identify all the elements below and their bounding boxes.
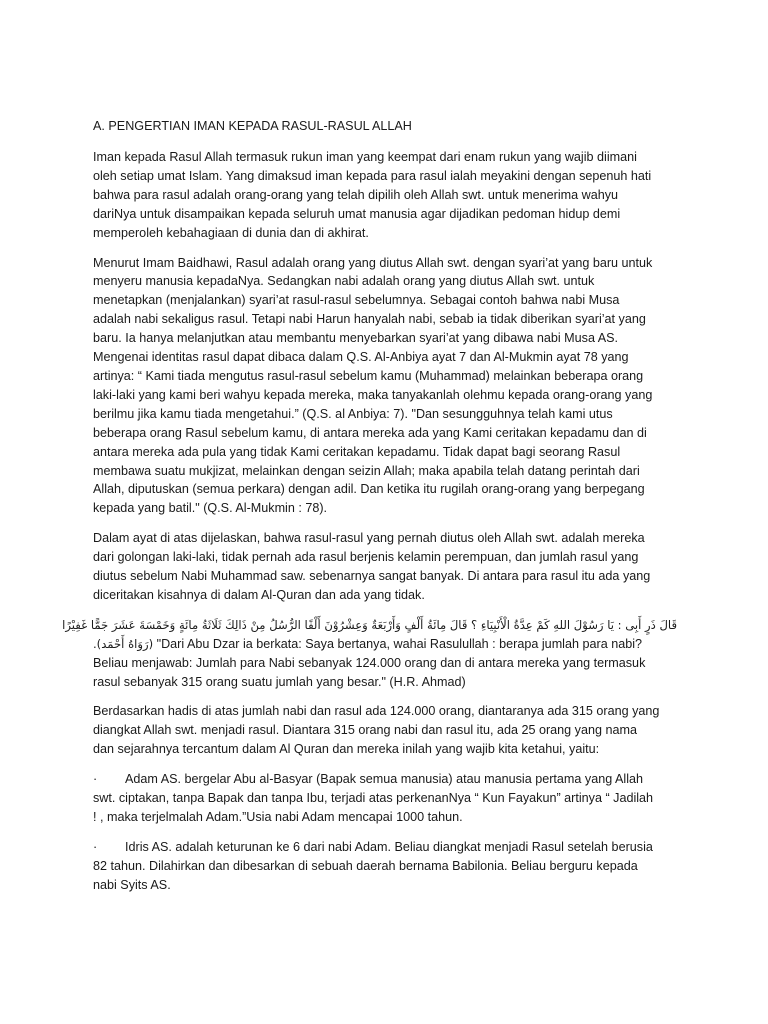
text-line: Beliau menjawab: Jumlah para Nabi sebanyak 124.000 orang dan di antara mereka yang termasuk xyxy=(93,655,646,670)
text-line: menetapkan (menjalankan) syari’at rasul-rasul sebelumnya. Sebagai contoh bahwa nabi Musa xyxy=(93,293,620,308)
text-line: baru. Ia hanya melanjutkan atau membantu menyebarkan syari’at yang dibawa nabi Musa AS. xyxy=(93,331,619,346)
hadith-block xyxy=(62,616,677,692)
paragraph-explanation xyxy=(93,529,677,605)
document-page xyxy=(62,117,677,906)
text-line xyxy=(93,838,677,857)
text-line: antara mereka ada pula yang tidak Kami ceritakan kepadamu. Tidak dapat bagi seorang Rasul xyxy=(93,444,621,459)
paragraph-baidhawi xyxy=(93,254,677,519)
text-line: ! , maka terjelmalah Adam.”Usia nabi Adam mencapai 1000 tahun. xyxy=(93,810,463,824)
bullet-dot: · xyxy=(93,839,98,854)
text-line: 82 tahun. Dilahirkan dan dibesarkan di sebuah daerah bernama Babilonia. Beliau berguru kepada xyxy=(93,858,638,873)
paragraph-count xyxy=(93,702,677,759)
list-item-adam xyxy=(93,770,677,827)
text-line: membawa suatu mukjizat, melainkan dengan seizin Allah; maka apabila telah datang perintah dari xyxy=(93,463,640,478)
hadith-translation-first-line xyxy=(93,635,677,654)
hadith-narrator-arabic: (رَوَاهُ أَحْمَد). xyxy=(93,636,154,651)
text-line: artinya: “ Kami tiada mengutus rasul-rasul sebelum kamu (Muhammad) melainkan beberapa orang xyxy=(93,368,644,383)
text-line: nabi Syits AS. xyxy=(93,877,171,892)
text-line: dari golongan laki-laki, tidak pernah ada rasul berjenis kelamin perempuan, dan jumlah rasul yang xyxy=(93,550,639,565)
text-line: adalah nabi sekaligus rasul. Tetapi nabi Harun hanyalah nabi, sebab ia tidak diberikan syari’at yang xyxy=(93,312,646,327)
text-line: diutus sebelum Nabi Muhammad saw. sebenarnya sangat banyak. Di antara para rasul itu ada yang xyxy=(93,569,651,584)
text-line: berilmu jika kamu tiada mengetahui.” (Q.S. al Anbiya: 7). "Dan sesungguhnya telah kami utus xyxy=(93,406,613,421)
text-line: kepada yang batil." (Q.S. Al-Mukmin : 78). xyxy=(93,501,328,516)
text-line: Iman kepada Rasul Allah termasuk rukun iman yang keempat dari enam rukun yang wajib diimani xyxy=(93,150,637,164)
text-line: rasul sebanyak 315 orang suatu jumlah yang besar." (H.R. Ahmad) xyxy=(93,674,466,689)
text-line: oleh setiap umat Islam. Yang dimaksud iman kepada para rasul ialah meyakini dengan sepenuh hati xyxy=(93,168,652,183)
hadith-arabic-text: قَالَ ذَرٍ أَبِى : يَا رَسُوْلَ اللهِ كَمْ عِدَّةُ الْأَنْبِيَاءِ ؟ قَالَ مِائَةُ أَلْفٍ وَأَرْبَعَةٌ وَعِشْرُوْنَ أَلْفًا الرُّسُلُ مِنْ ذَالِكَ ثَلَاثَةُ مِائَةٍ وَخَمْسَةَ عَشَرَ جَمًّا غَفِيْرًا xyxy=(62,617,677,632)
text-line: dan sejarahnya tercantum dalam Al Quran dan mereka inilah yang wajib kita ketahui, yaitu: xyxy=(93,742,600,757)
list-item-idris xyxy=(93,838,677,895)
text-line xyxy=(93,770,677,789)
text-line: diceritakan kisahnya di dalam Al-Quran dan ada yang tidak. xyxy=(93,587,425,602)
text-line: diangkat Allah swt. menjadi rasul. Diantara 315 orang nabi dan rasul itu, ada 25 orang yang nama xyxy=(93,723,637,738)
text-line: menyeru manusia kepadaNya. Sedangkan nabi adalah orang yang diutus Allah swt. untuk xyxy=(93,274,595,289)
bullet-first-line: Adam AS. bergelar Abu al-Basyar (Bapak semua manusia) atau manusia pertama yang Allah xyxy=(125,772,644,787)
text-line: Menurut Imam Baidhawi, Rasul adalah orang yang diutus Allah swt. dengan syari’at yang baru untuk xyxy=(93,255,653,270)
hadith-translation-text: "Dari Abu Dzar ia berkata: Saya bertanya, wahai Rasulullah : berapa jumlah para nabi? xyxy=(153,636,643,651)
text-line: dariNya untuk disampaikan kepada seluruh umat manusia agar dijadikan pedoman hidup demi xyxy=(93,206,621,221)
text-line: memperoleh kebahagiaan di dunia dan di akhirat. xyxy=(93,225,369,240)
text-line: Allah, diputuskan (semua perkara) dengan adil. Dan ketika itu rugilah orang-orang yang berpegang xyxy=(93,482,645,497)
text-line: bahwa para rasul adalah orang-orang yang telah dipilih oleh Allah swt. untuk menerima wahyu xyxy=(93,187,619,202)
text-line: beberapa orang Rasul sebelum kamu, di antara mereka ada yang Kami ceritakan kepadamu dan di xyxy=(93,425,647,440)
bullet-first-line: Idris AS. adalah keturunan ke 6 dari nabi Adam. Beliau diangkat menjadi Rasul setelah berusia xyxy=(125,839,653,854)
bullet-dot: · xyxy=(93,772,98,787)
text-line: Dalam ayat di atas dijelaskan, bahwa rasul-rasul yang pernah diutus oleh Allah swt. adalah mereka xyxy=(93,531,645,546)
paragraph-definition xyxy=(93,148,677,243)
text-line: Berdasarkan hadis di atas jumlah nabi dan rasul ada 124.000 orang, diantaranya ada 315 orang yang xyxy=(93,704,660,719)
section-heading: A. PENGERTIAN IMAN KEPADA RASUL-RASUL ALLAH xyxy=(93,119,412,133)
text-line: Mengenai identitas rasul dapat dibaca dalam Q.S. Al-Anbiya ayat 7 dan Al-Mukmin ayat 78 yang xyxy=(93,350,629,365)
text-line: laki-laki yang kami beri wahyu kepada mereka, maka tanyakanlah olehmu kepada orang-orang yang xyxy=(93,387,653,402)
text-line: swt. ciptakan, tanpa Bapak dan tanpa Ibu, terjadi atas perkenanNya “ Kun Fayakun” artinya “ Jadilah xyxy=(93,791,654,806)
